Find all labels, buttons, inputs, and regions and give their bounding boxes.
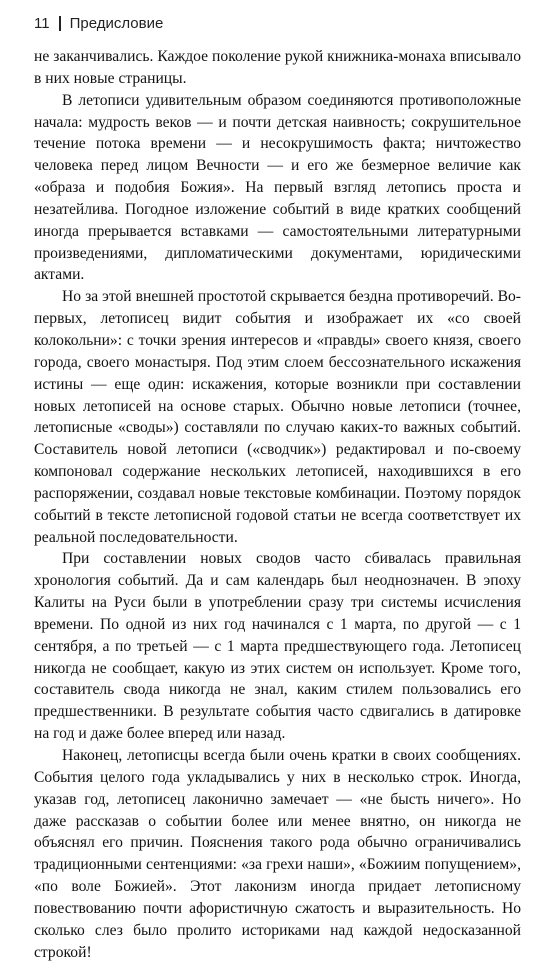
paragraph: Но за этой внешней простотой скрывается бездна противоречий. Во-первых, летописец видит события и изображает их «со своей колокольни»: с точки зрения интересов и «правды» своего князя, своего города, своего монастыря. Под этим слоем бессознательного искажения истины — еще один: искажения, которые возникли при составлении новых летописей на основе старых. Обычно новые летописи (точнее, летописные «своды») составляли по случаю каких-то важных событий. Составитель новой летописи («сводчик») редактировал и по-своему компоновал содержание нескольких летописей, находившихся в его распоряжении, создавал новые текстовые комбинации. Поэтому порядок событий в тексте летописной годовой статьи не всегда соответствует их реальной последовательности. [34, 288, 521, 546]
running-header [34, 12, 163, 34]
header-divider [59, 16, 61, 31]
section-title: Предисловие [69, 14, 164, 32]
paragraph: В летописи удивительным образом соединяются противоположные начала: мудрость веков — и почти детская наивность; сокрушительное течение потока времени — и несокрушимость факта; ничтожество человека перед лицом Вечности — и его же безмерное величие как «образа и подобия Божия». На первый взгляд летопись проста и незатейлива. Погодное изложение событий в виде кратких сообщений иногда прерывается вставками — самостоятельными литературными произведениями, дипломатическими документами, юридическими актами. [34, 91, 521, 284]
paragraph: Наконец, летописцы всегда были очень кратки в своих сообщениях. События целого года укладывались у них в несколько строк. Иногда, указав год, летописец лаконично замечает — «не бысть ничего». Но даже рассказав о событии более или менее внятно, он никогда не объяснял его причин. Пояснения такого рода обычно ограничивались традиционными сентенциями: «за грехи наши», «Божиим попущением», «по воле Божией». Этот лаконизм иногда придает летописному повествованию почти афористичную сжатость и выразительность. Но сколько слез было пролито историками над каждой недосказанной строкой! [34, 747, 521, 961]
paragraph-continued: не заканчивались. Каждое поколение рукой книжника-монаха вписывало в них новые страницы. [34, 48, 521, 87]
body-text [34, 46, 521, 963]
page-number: 11 [34, 14, 50, 32]
paragraph: При составлении новых сводов часто сбивалась правильная хронология событий. Да и сам календарь был неоднозначен. В эпоху Калиты на Руси были в употреблении сразу три системы исчисления времени. По одной из них год начинался с 1 марта, по другой — с 1 сентября, а по третьей — с 1 марта предшествующего года. Летописец никогда не сообщает, какую из этих систем он использует. Кроме того, составитель свода никогда не знал, каким стилем пользовались его предшественники. В результате события часто сдвигались в датировке на год и даже более вперед или назад. [34, 550, 521, 743]
